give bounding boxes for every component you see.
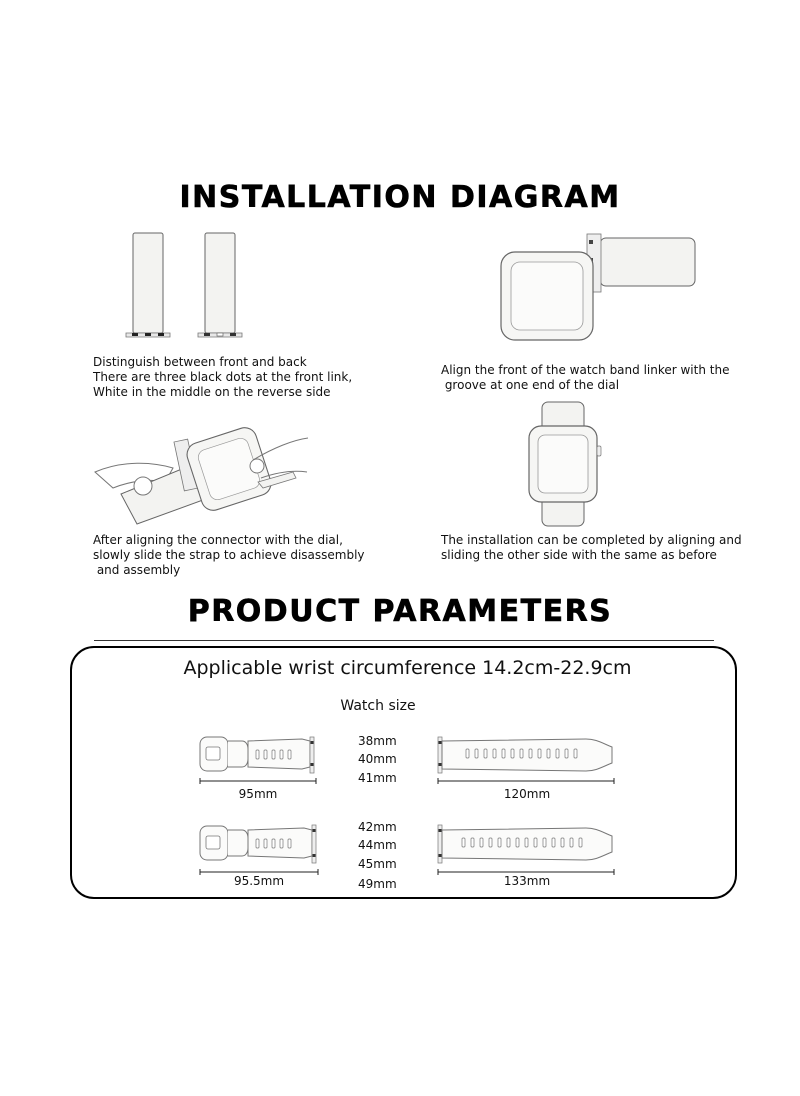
size-44mm: 44mm	[358, 838, 397, 852]
divider-line	[94, 640, 714, 641]
parameters-title: PRODUCT PARAMETERS	[187, 594, 613, 629]
dot-3	[158, 333, 164, 336]
crown	[597, 446, 601, 456]
strap-back	[205, 233, 235, 333]
step-1-line-3: White in the middle on the reverse side	[93, 385, 331, 399]
step-4-line-1: The installation can be completed by aligning and	[441, 533, 742, 547]
dot-back-2	[217, 333, 223, 336]
size-45mm: 45mm	[358, 857, 397, 871]
size-42mm: 42mm	[358, 820, 397, 834]
short-strap-small-length: 95mm	[238, 787, 278, 801]
step-3-line-1: After aligning the connector with the dial,	[93, 533, 343, 547]
step-4-line-2: sliding the other side with the same as before	[441, 548, 717, 562]
step-2-line-1: Align the front of the watch band linker with the	[441, 363, 730, 377]
size-41mm: 41mm	[358, 771, 397, 785]
long-strap-small-illustration	[436, 733, 618, 783]
installation-title: INSTALLATION DIAGRAM	[179, 180, 621, 215]
long-strap-large-illustration	[436, 822, 618, 874]
step-3-line-2: slowly slide the strap to achieve disassembly	[93, 548, 365, 562]
complete-watch-illustration	[525, 400, 605, 528]
watch-display	[538, 435, 588, 493]
watch-size-label: Watch size	[340, 698, 416, 714]
align-band-illustration	[495, 230, 705, 345]
step-2-line-2: groove at one end of the dial	[441, 378, 620, 392]
watch-screen	[511, 262, 583, 330]
size-38mm: 38mm	[358, 734, 397, 748]
slide-strap-illustration	[93, 420, 313, 530]
dot-2	[145, 333, 151, 336]
wrist-circumference: Applicable wrist circumference 14.2cm-22.9cm	[183, 657, 632, 679]
size-49mm: 49mm	[358, 877, 397, 891]
short-strap-large-illustration	[198, 822, 320, 874]
straps-front-back-illustration	[120, 225, 250, 345]
short-strap-large-length: 95.5mm	[233, 874, 285, 888]
band-piece	[600, 238, 695, 286]
short-strap-small-illustration	[198, 733, 318, 783]
long-strap-small-length: 120mm	[503, 787, 551, 801]
strap-front	[133, 233, 163, 333]
dot-back-3	[230, 333, 236, 336]
dot-back-1	[204, 333, 210, 336]
thumb-right	[250, 459, 264, 473]
step-1-line-1: Distinguish between front and back	[93, 355, 307, 369]
long-strap-large-length: 133mm	[503, 874, 551, 888]
step-3-line-3: and assembly	[93, 563, 181, 577]
dot-1	[132, 333, 138, 336]
size-40mm: 40mm	[358, 752, 397, 766]
thumb-left	[134, 477, 152, 495]
parameters-panel	[70, 646, 737, 899]
step-1-line-2: There are three black dots at the front link,	[93, 370, 353, 384]
